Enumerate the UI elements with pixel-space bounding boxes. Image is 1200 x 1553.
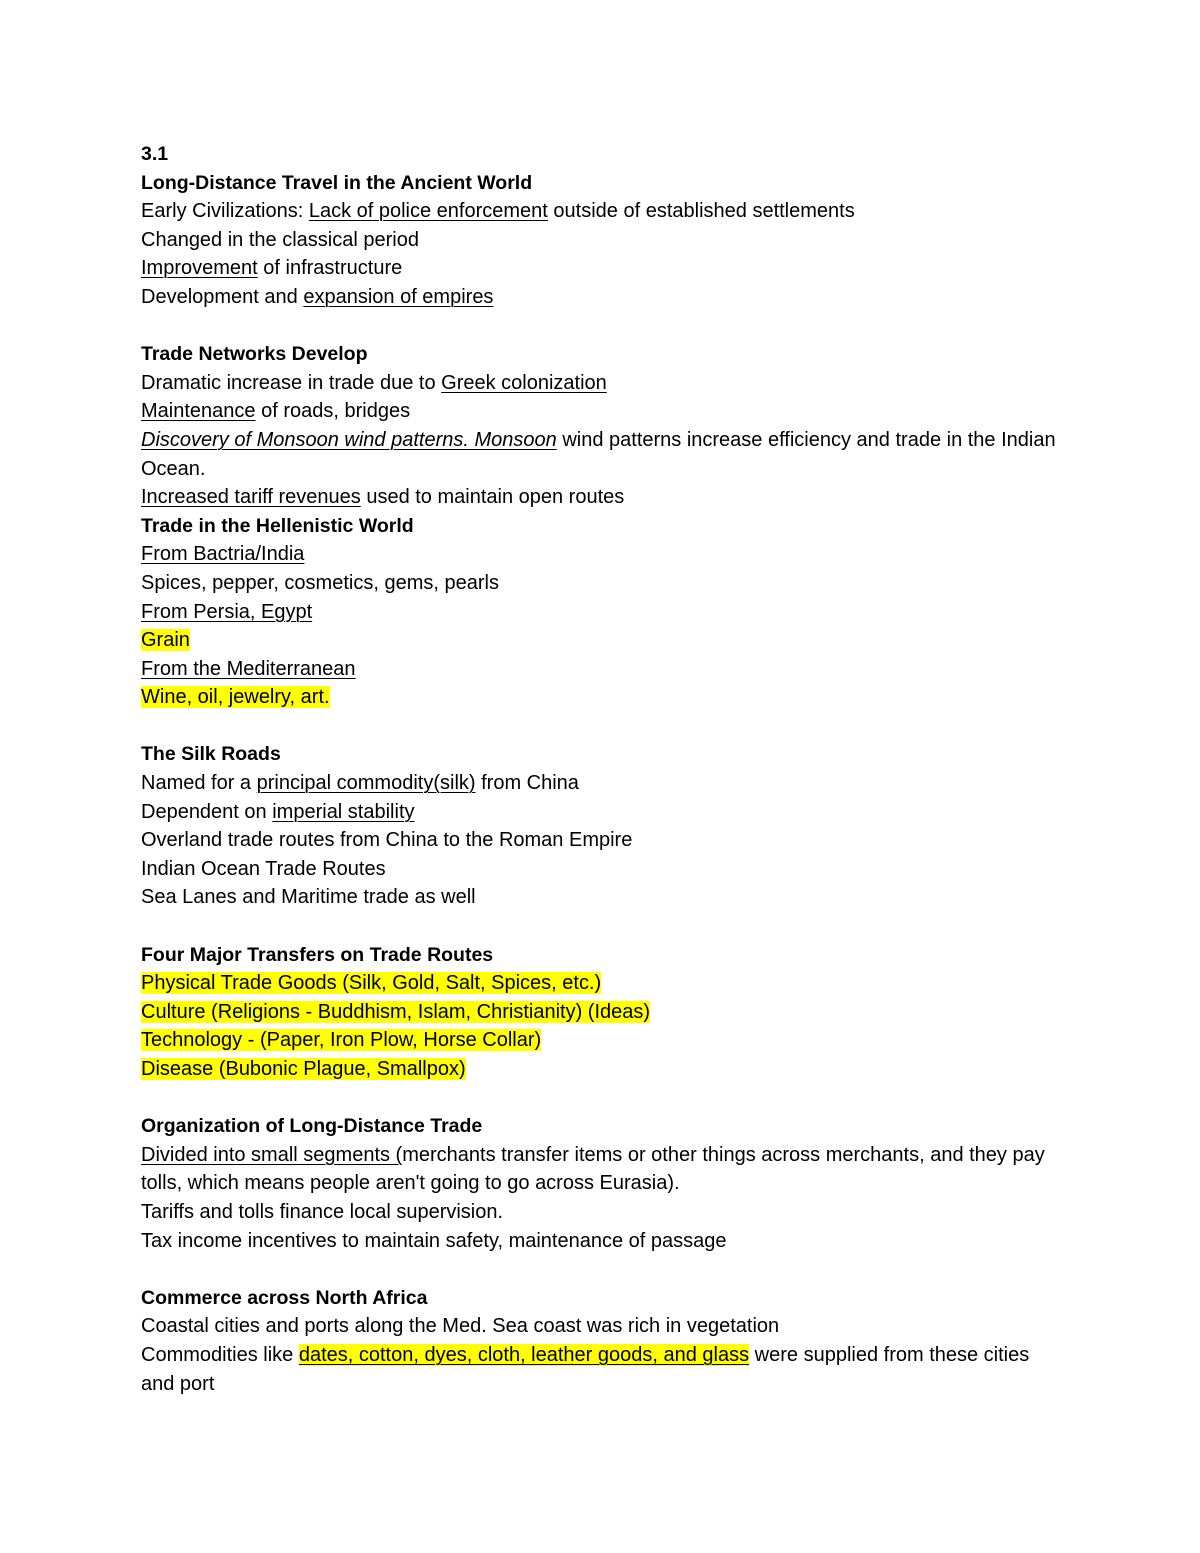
blank-line: [141, 312, 1061, 341]
text-line: [141, 683, 1061, 712]
text-segment: outside of established settlements: [547, 200, 855, 223]
text-line: [141, 598, 1061, 627]
section-heading: [141, 512, 1061, 541]
text-line: [141, 969, 1061, 998]
highlighted-text: Disease (Bubonic Plague, Smallpox): [141, 1058, 466, 1080]
text-segment: Early Civilizations:: [141, 200, 309, 223]
text-segment: Trade Networks Develop: [141, 343, 368, 366]
underlined-text: From the Mediterranean: [141, 657, 356, 680]
underlined-text: Increased tariff revenues: [141, 486, 361, 509]
underlined-text: principal commodity(silk): [256, 772, 476, 795]
underlined-text: Discovery of Monsoon wind patterns. Monsoon: [141, 428, 557, 451]
text-line: [141, 626, 1061, 655]
text-line: [141, 483, 1061, 512]
section-heading: [141, 1284, 1061, 1313]
text-line: [141, 1026, 1061, 1055]
text-segment: merchants transfer items or other things across merchants, and they pay tolls, which means people aren't going to go across Eurasia).: [141, 1143, 1045, 1195]
text-line: [141, 798, 1061, 827]
text-segment: were supplied from these cities and port: [141, 1343, 1030, 1395]
underlined-text: From Persia, Egypt: [141, 600, 313, 623]
text-segment: from China: [475, 772, 579, 795]
section-heading: [141, 740, 1061, 769]
text-line: [141, 769, 1061, 798]
section-heading: [141, 340, 1061, 369]
text-segment: Trade in the Hellenistic World: [141, 514, 414, 537]
highlighted-text: Grain: [141, 629, 190, 652]
highlighted-text: Culture (Religions - Buddhism, Islam, Christianity) (Ideas): [141, 1000, 651, 1023]
text-segment: Organization of Long-Distance Trade: [141, 1115, 483, 1138]
text-line: [141, 998, 1061, 1027]
underlined-text: Lack of police enforcement: [308, 200, 548, 223]
underlined-text: Greek colonization: [441, 371, 607, 394]
text-line: [141, 540, 1061, 569]
section-heading: [141, 140, 1061, 169]
blank-line: [141, 1255, 1061, 1284]
text-line: [141, 426, 1061, 483]
text-segment: Indian Ocean Trade Routes: [141, 857, 386, 880]
highlighted-text: Physical Trade Goods (Silk, Gold, Salt, Spices, etc.): [141, 972, 602, 995]
text-line: [141, 197, 1061, 226]
text-line: [141, 1341, 1061, 1398]
text-line: [141, 826, 1061, 855]
text-line: [141, 883, 1061, 912]
text-segment: used to maintain open routes: [360, 486, 625, 509]
text-line: [141, 655, 1061, 684]
text-segment: Named for a: [141, 772, 257, 795]
text-segment: Four Major Transfers on Trade Routes: [141, 943, 494, 966]
section-heading: [141, 169, 1061, 198]
underlined-text: imperial stability: [272, 800, 415, 823]
text-segment: Dramatic increase in trade due to: [141, 371, 442, 394]
text-line: [141, 855, 1061, 884]
text-line: [141, 397, 1061, 426]
section-heading: [141, 941, 1061, 970]
text-segment: Tariffs and tolls finance local supervision.: [141, 1200, 504, 1223]
text-line: [141, 226, 1061, 255]
text-line: [141, 1227, 1061, 1256]
highlighted-text: Technology - (Paper, Iron Plow, Horse Collar): [141, 1029, 542, 1052]
text-line: [141, 1312, 1061, 1341]
text-segment: Coastal cities and ports along the Med. Sea coast was rich in vegetation: [141, 1315, 780, 1338]
section-heading: [141, 1112, 1061, 1141]
text-segment: Sea Lanes and Maritime trade as well: [141, 886, 476, 909]
text-segment: Dependent on: [141, 800, 273, 823]
text-segment: of infrastructure: [257, 257, 403, 280]
blank-line: [141, 912, 1061, 941]
text-segment: Spices, pepper, cosmetics, gems, pearls: [141, 571, 499, 594]
underlined-text: Maintenance: [141, 400, 256, 423]
underlined-text: Divided into small segments (: [141, 1143, 403, 1166]
text-segment: Changed in the classical period: [141, 228, 419, 251]
highlighted-text: dates, cotton, dyes, cloth, leather goods, and glass: [298, 1343, 750, 1366]
text-segment: Commerce across North Africa: [141, 1286, 428, 1309]
text-line: [141, 1141, 1061, 1198]
text-line: [141, 283, 1061, 312]
text-line: [141, 1198, 1061, 1227]
text-segment: wind patterns increase efficiency and trade in the Indian Ocean.: [141, 428, 1056, 480]
text-line: [141, 1055, 1061, 1084]
text-segment: Tax income incentives to maintain safety, maintenance of passage: [141, 1229, 727, 1252]
text-segment: The Silk Roads: [141, 743, 281, 766]
text-segment: Commodities like: [141, 1343, 299, 1366]
text-segment: 3.1: [141, 143, 169, 165]
text-line: [141, 569, 1061, 598]
text-segment: Long-Distance Travel in the Ancient World: [141, 171, 533, 194]
blank-line: [141, 1084, 1061, 1113]
text-line: [141, 254, 1061, 283]
text-segment: Development and: [141, 285, 304, 308]
underlined-text: From Bactria/India: [141, 543, 305, 566]
blank-line: [141, 712, 1061, 741]
underlined-text: Improvement: [141, 257, 258, 280]
text-segment: of roads, bridges: [255, 400, 411, 423]
text-segment: Overland trade routes from China to the Roman Empire: [141, 829, 633, 852]
highlighted-text: Wine, oil, jewelry, art.: [141, 686, 330, 709]
text-line: [141, 369, 1061, 398]
document-body: [141, 140, 1061, 1398]
underlined-text: expansion of empires: [303, 285, 494, 308]
